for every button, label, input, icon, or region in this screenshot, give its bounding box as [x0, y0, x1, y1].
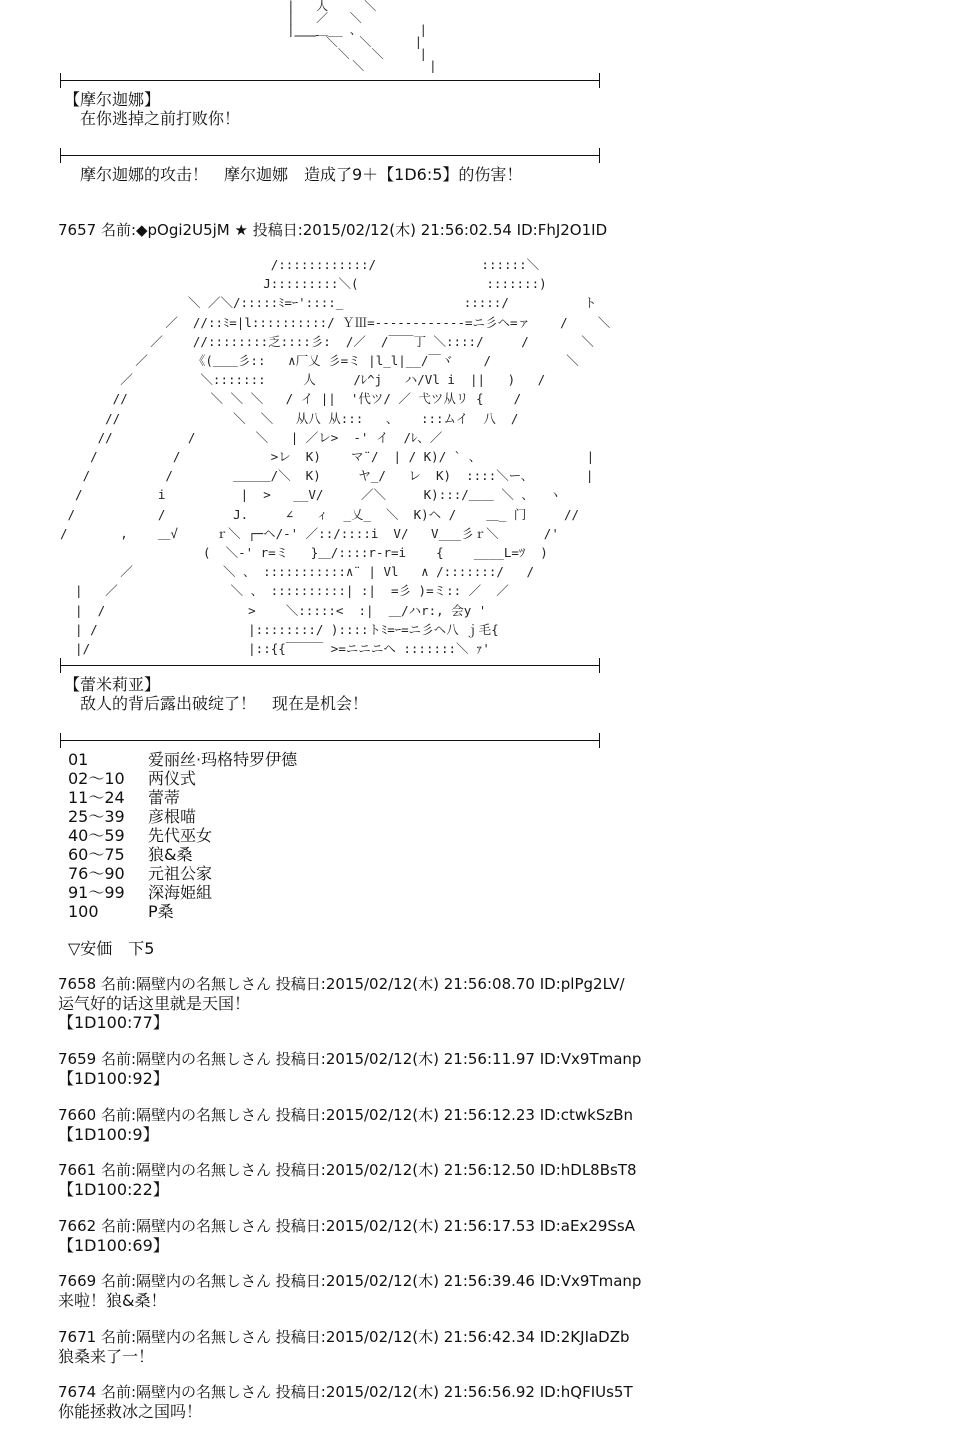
choice-row — [68, 788, 297, 807]
choice-range: 100 — [68, 902, 99, 921]
post-body-line: 【1D100:77】 — [58, 1013, 169, 1032]
choice-name: 彦根喵 — [148, 807, 197, 826]
choice-row — [68, 845, 297, 864]
post-body-line: 运气好的话这里就是天国！ — [58, 994, 251, 1013]
post-header: 7662 名前:隔壁内の名無しさん 投稿日:2015/02/12(木) 21:56:17.53 ID:aEx29SsA — [58, 1217, 635, 1235]
choice-range: 25～39 — [68, 807, 125, 826]
choice-range: 02～10 — [68, 769, 125, 788]
choice-name: 狼&桑 — [148, 845, 193, 864]
post-header: 7658 名前:隔壁内の名無しさん 投稿日:2015/02/12(木) 21:56:08.70 ID:plPg2LV/ — [58, 975, 625, 993]
reply-post — [58, 1106, 633, 1144]
choice-row — [68, 769, 297, 788]
post-header: 7671 名前:隔壁内の名無しさん 投稿日:2015/02/12(木) 21:56:42.34 ID:2KJIaDZb — [58, 1328, 630, 1346]
vote-instruction: ▽安価 下5 — [68, 939, 155, 958]
post-body-line: 【1D100:22】 — [58, 1180, 169, 1199]
choice-range: 11～24 — [68, 788, 125, 807]
choice-name: 先代巫女 — [148, 826, 213, 845]
post-body-line: 来啦！狼&桑！ — [58, 1291, 167, 1310]
post-body-line: 【1D100:9】 — [58, 1125, 159, 1144]
choice-row — [68, 750, 297, 769]
post-header: 7669 名前:隔壁内の名無しさん 投稿日:2015/02/12(木) 21:56:39.46 ID:Vx9Tmanp — [58, 1272, 642, 1290]
reply-post — [58, 1272, 641, 1310]
post-body-line: 【1D100:92】 — [58, 1069, 169, 1088]
speaker-name: 【蕾米莉亚】 — [64, 675, 161, 694]
divider-rule — [60, 740, 600, 741]
reply-post — [58, 1217, 635, 1255]
choice-range: 60～75 — [68, 845, 125, 864]
reply-post — [58, 1161, 637, 1199]
choice-name: 深海姫組 — [148, 883, 213, 902]
post-body-line: 【1D100:69】 — [58, 1236, 169, 1255]
reply-post — [58, 1328, 630, 1366]
choice-name: 两仪式 — [148, 769, 197, 788]
post-body-line: 你能拯救冰之国吗！ — [58, 1402, 203, 1421]
attack-line: 摩尔迦娜的攻击！ 摩尔迦娜 造成了9＋【1D6:5】的伤害！ — [80, 165, 523, 184]
reply-post — [58, 1383, 633, 1421]
divider-rule — [60, 80, 600, 81]
speech-line: 敌人的背后露出破绽了！ 现在是机会！ — [80, 694, 369, 713]
choice-name: 爱丽丝·玛格特罗伊德 — [148, 750, 298, 769]
speaker-name: 【摩尔迦娜】 — [64, 90, 161, 109]
post-header: 7674 名前:隔壁内の名無しさん 投稿日:2015/02/12(木) 21:56:56.92 ID:hQFIUs5T — [58, 1383, 633, 1401]
choice-row — [68, 807, 297, 826]
choice-range: 91～99 — [68, 883, 125, 902]
ascii-art-illustration: /::::::::::::/ ::::::＼ J:::::::::＼( :::::::) ＼ ／＼/:::::ﾐ=ｰ'::::_ :::::/ ト ／ //::ﾐ=|l::::::::::/ ＹⅢ=------------=ニ彡ヘ=ァ / ＼ ／ //::::::::乏::::彡: /／ /￣￣丁 ＼::::/ / ＼ ／ 《(＿＿彡:: ∧厂乂 彡=ミ |l_l|__/￣ヾ / ＼ ／ ＼::::::: 人 /ﾚ^j ハ/Vl i || ) / // ＼ ＼ ＼ / イ || '代ツ/ ／ 弋ツ从リ { / // ＼ ＼ 从八 从::: 、 :::ムイ 八 / // / ＼ | ／レ> -' イ /ﾚ、／ / / >レ K) マ¨/ | / K)/ ` 、 | / / ＿＿＿/＼ K) ヤ_/ レ K) ::::＼ー、 | / i | > __V/ ／＼ K):::/＿＿ ＼ 、 ヽ / / J. ∠ ィ _乂_ ＼ K)ヘ / ＿_ 门 // / , ＿√ ｒ＼ ┌─ヘ/-' ／::/::::i V/ V___彡ｒ＼ /' ( ＼-' r=ミ }＿/::::r‐r=i { ____L=ﾂ ) ／ ＼ 、 :::::::::::∧¨ | Vl ∧ /:::::::/ / | ／ ＼ 、 ::::::::::| :| =彡 )=ミ:: ／ ／ | / > ＼:::::< :| ＿/ハr:, 会y ' | / |::::::::/ )::::トﾐ=ｰ=ニ彡ヘ八 ｊ毛{ |/ |::{{￣￣￣ >=ニニニへ :::::::＼ ｧ' — [60, 257, 611, 657]
choice-range: 01 — [68, 750, 89, 769]
choice-name: 蕾蒂 — [148, 788, 181, 807]
choice-range: 76～90 — [68, 864, 125, 883]
ascii-art-top: | 人 ＼ | ／ ＼ |___＿__ 、 | ￣￣ ＼ ＼ | ＼ ＼ | ＼ | — [287, 0, 437, 73]
choice-row — [68, 864, 297, 883]
choice-row — [68, 826, 297, 845]
reply-post — [58, 1050, 641, 1088]
choice-range: 40～59 — [68, 826, 125, 845]
dice-choice-table — [68, 750, 297, 921]
divider-rule — [60, 155, 600, 156]
speech-line: 在你逃掉之前打败你！ — [80, 109, 241, 128]
reply-post — [58, 975, 625, 1032]
choice-name: 元祖公家 — [148, 864, 213, 883]
choice-row — [68, 883, 297, 902]
post-header: 7660 名前:隔壁内の名無しさん 投稿日:2015/02/12(木) 21:56:12.23 ID:ctwkSzBn — [58, 1106, 634, 1124]
post-header: 7659 名前:隔壁内の名無しさん 投稿日:2015/02/12(木) 21:56:11.97 ID:Vx9Tmanp — [58, 1050, 642, 1068]
post-header: 7661 名前:隔壁内の名無しさん 投稿日:2015/02/12(木) 21:56:12.50 ID:hDL8BsT8 — [58, 1161, 637, 1179]
post-body-line: 狼桑来了一！ — [58, 1347, 155, 1366]
choice-row — [68, 902, 297, 921]
post-header: 7657 名前:◆pOgi2U5jM ★ 投稿日:2015/02/12(木) 21:56:02.54 ID:FhJ2O1ID — [58, 221, 608, 239]
divider-rule — [60, 665, 600, 666]
choice-name: P桑 — [148, 902, 174, 921]
